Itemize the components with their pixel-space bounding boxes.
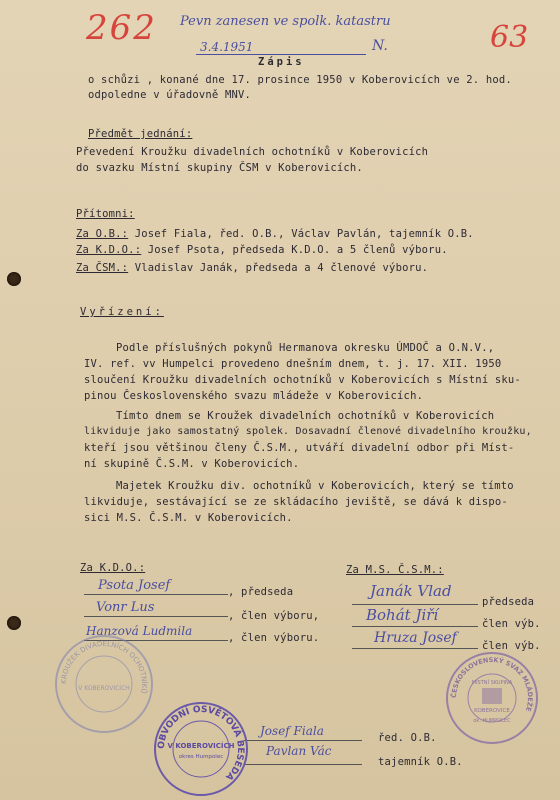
resolution-line: IV. ref. vv Humpelci provedeno dnešním dnem, t. j. 17. XII. 1950: [84, 358, 502, 370]
signature-role: , předseda: [228, 586, 294, 598]
signature: Pavlan Vác: [266, 744, 332, 758]
note-underline: [196, 54, 366, 55]
signature: Josef Fiala: [260, 724, 324, 738]
signature-line: [352, 648, 478, 649]
resolution-heading: Vyřízení:: [80, 306, 164, 318]
svg-text:okres Humpolec: okres Humpolec: [178, 754, 224, 760]
signature-line: [244, 740, 362, 741]
present-row: Za K.D.O.: Josef Psota, předseda K.D.O. a 5 členů výboru.: [76, 244, 448, 256]
document-title: Zápis: [258, 56, 305, 68]
osvetova-beseda-stamp: [152, 700, 250, 798]
present-row: Za ČSM.: Vladislav Janák, předseda a 4 členové výboru.: [76, 262, 429, 274]
resolution-line: kteří jsou většinou členy Č.S.M., utváří divadelní odbor při Míst-: [84, 442, 515, 454]
punch-hole: [7, 616, 21, 630]
svg-text:KOBEROVICE: KOBEROVICE: [474, 708, 510, 714]
signature: Hanzová Ludmila: [86, 624, 193, 638]
signature-role: řed. O.B.: [378, 732, 437, 744]
reference-number: 262: [86, 8, 157, 48]
signature-line: [352, 604, 478, 605]
subject-heading: Předmět jednání:: [88, 128, 193, 140]
resolution-line: Majetek Kroužku div. ochotníků v Koberovicích, který se tímto: [116, 480, 514, 492]
present-heading: Přítomni:: [76, 208, 135, 220]
signature-role: tajemník O.B.: [378, 756, 463, 768]
subject-line: do svazku Místní skupiny ČSM v Koberovicích.: [76, 162, 363, 174]
signature-line: [84, 594, 228, 595]
emblem-icon: [482, 688, 502, 704]
signature-role: , člen výboru,: [228, 610, 320, 622]
signature-role: člen výb.: [482, 618, 541, 630]
resolution-line: sici M.S. Č.S.M. v Koberovicích.: [84, 512, 293, 524]
svg-text:V KOBEROVICÍCH: V KOBEROVICÍCH: [167, 742, 235, 750]
kdo-stamp: [52, 632, 156, 736]
resolution-line: Podle příslušných pokynů Hermanova okresku ÚMDOČ a O.N.V.,: [116, 342, 495, 354]
csm-signatures-heading: Za M.S. Č.S.M.:: [346, 564, 444, 576]
subject-line: Převedení Kroužku divadelních ochotníků v Koberovicích: [76, 146, 429, 158]
punch-hole: [7, 272, 21, 286]
resolution-line: Tímto dnem se Kroužek divadelních ochotníků v Koberovicích: [116, 410, 495, 422]
svg-text:MÍSTNÍ SKUPINA: MÍSTNÍ SKUPINA: [471, 680, 513, 686]
svg-text:ok. HUMPOLEC: ok. HUMPOLEC: [473, 718, 511, 724]
signature-line: [352, 626, 478, 627]
resolution-line: sloučení Kroužku divadelních ochotníků v Koberovicích s Místní sku-: [84, 374, 521, 386]
svg-text:V KOBEROVICÍCH: V KOBEROVICÍCH: [78, 685, 130, 692]
resolution-line: pinou Československého svazu mládeže v Koberovicích.: [84, 390, 424, 402]
page-number: 63: [490, 20, 529, 55]
kdo-signatures-heading: Za K.D.O.:: [80, 562, 146, 574]
resolution-line: likviduje jako samostatný spolek. Dosavadní členové divadelního kroužku,: [84, 426, 532, 437]
signature-role: předseda: [482, 596, 535, 608]
resolution-line: ní skupině Č.S.M. v Koberovicích.: [84, 458, 300, 470]
registry-date: 3.4.1951: [200, 40, 254, 54]
svg-text:ČESKOSLOVENSKÝ SVAZ MLÁDEŽE: ČESKOSLOVENSKÝ SVAZ MLÁDEŽE: [449, 655, 535, 713]
resolution-line: likviduje, sestávající se ze skládacího jeviště, se dává k dispo-: [84, 496, 508, 508]
signature: Hruza Josef: [374, 630, 457, 646]
signature: Janák Vlad: [370, 582, 452, 600]
csm-stamp: [444, 650, 540, 746]
signature-line: [244, 764, 362, 765]
signature: Vonr Lus: [96, 600, 155, 615]
svg-text:OBVODNÍ OSVĚTOVÁ BESEDA: OBVODNÍ OSVĚTOVÁ BESEDA: [156, 704, 246, 782]
signature-role: , člen výboru.: [228, 632, 320, 644]
intro-line: odpoledne v úřadovně MNV.: [88, 89, 252, 101]
present-row: Za O.B.: Josef Fiala, řed. O.B., Václav Pavlán, tajemník O.B.: [76, 228, 474, 240]
signature: Bohát Jiří: [366, 606, 439, 624]
intro-line: o schůzi , konané dne 17. prosince 1950 v Koberovicích ve 2. hod.: [88, 74, 512, 86]
signature: Psota Josef: [98, 578, 171, 593]
registry-note: Pevn zanesen ve spolk. katastru: [180, 14, 391, 29]
registry-mark: N.: [372, 38, 388, 54]
signature-line: [84, 616, 228, 617]
svg-text:KROUŽEK DIVADELNÍCH OCHOTNÍKŮ: KROUŽEK DIVADELNÍCH OCHOTNÍKŮ: [59, 639, 149, 695]
signature-role: člen výb.: [482, 640, 541, 652]
